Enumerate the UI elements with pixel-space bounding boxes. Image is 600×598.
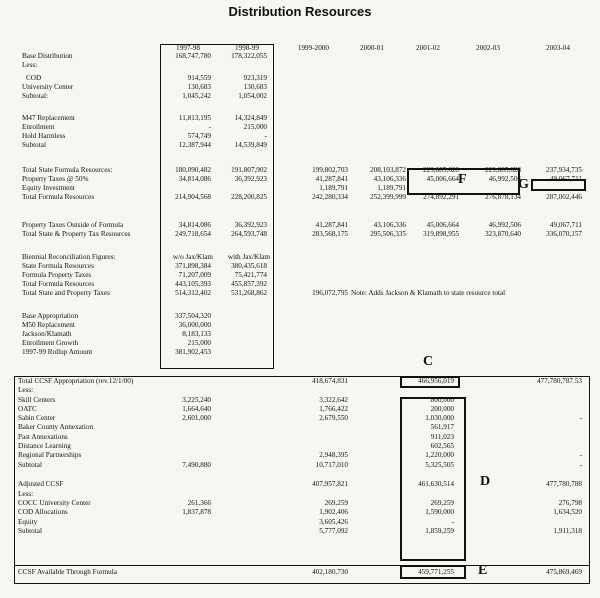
cell-value: 180,090,482 (175, 166, 211, 174)
note-text: Note: Adds Jackson & Klamath to state resource total (351, 289, 506, 297)
cell-value: 407,957,821 (312, 480, 348, 488)
row-label: Past Annexations (18, 433, 68, 441)
row-label: Equity (18, 518, 38, 526)
cell-value: 371,898,384 (175, 262, 211, 270)
cell-value: 269,259 (430, 499, 454, 507)
cell-value: 287,002,446 (546, 193, 582, 201)
row-label: Total State & Property Tax Resources (22, 230, 131, 238)
cell-value: 3,225,240 (182, 396, 211, 404)
cell-value: 41,287,841 (315, 175, 348, 183)
cell-value: 249,718,654 (175, 230, 211, 238)
cell-value: 7,490,880 (182, 461, 211, 469)
row-label: Property Taxes @ 50% (22, 175, 89, 183)
cell-value: - (579, 414, 582, 422)
cell-value: 443,105,393 (175, 280, 211, 288)
cell-value: 252,399,999 (370, 193, 406, 201)
row-label: COD Allocations (18, 508, 68, 516)
cell-value: 1,634,520 (553, 508, 582, 516)
row-label: Property Taxes Outside of Formula (22, 221, 124, 229)
year-header-4: 2001-02 (416, 44, 440, 52)
cell-value: 3,322,642 (319, 396, 348, 404)
row-label: Subtotal (22, 141, 46, 149)
cell-value: 41,287,841 (315, 221, 348, 229)
cell-value: 8,183,133 (182, 330, 211, 338)
cell-value: 45,006,664 (426, 221, 459, 229)
cell-value: 380,435,618 (231, 262, 267, 270)
cell-value: 914,559 (187, 74, 211, 82)
cell-value: 14,324,849 (234, 114, 267, 122)
cell-value: 1,045,242 (182, 92, 211, 100)
cell-value: 237,934,735 (546, 166, 582, 174)
marker-g: G (518, 177, 529, 192)
cell-value: 2,601,000 (182, 414, 211, 422)
cell-value: 336,070,157 (546, 230, 582, 238)
row-label: CCSF Available Through Formula (18, 568, 117, 576)
cell-value: 1,837,878 (182, 508, 211, 516)
row-label: Total CCSF Appropriation (rev.12/1/00) (18, 377, 134, 385)
cell-value: 45,006,664 (426, 175, 459, 183)
cell-value: 1,766,422 (319, 405, 348, 413)
cell-value: 274,892,291 (423, 193, 459, 201)
cell-value: 323,870,640 (485, 230, 521, 238)
cell-value: 36,000,000 (178, 321, 211, 329)
row-label: Subtotal (18, 461, 42, 469)
cell-value: 3,605,426 (319, 518, 348, 526)
cell-value: 475,869,469 (546, 568, 582, 576)
row-label: Base Appropriation (22, 312, 79, 320)
row-label: Sabin Center (18, 414, 56, 422)
row-label: Jackson/Klamath (22, 330, 72, 338)
row-label: Less: (22, 61, 38, 69)
row-label: Equity Investment (22, 184, 75, 192)
cell-value: 130,683 (187, 83, 211, 91)
cell-value: 14,539,849 (234, 141, 267, 149)
cell-value: 34,814,086 (178, 175, 211, 183)
row-label: Total State and Property Taxes (22, 289, 110, 297)
cell-value: 283,568,175 (312, 230, 348, 238)
bottom-table-box (14, 376, 590, 584)
cell-value: 455,857,392 (231, 280, 267, 288)
cell-value: - (451, 518, 454, 526)
row-label: COD (26, 74, 42, 82)
cell-value: 295,506,335 (370, 230, 406, 238)
year-header-3: 2000-01 (360, 44, 384, 52)
marker-d: D (480, 474, 491, 489)
cell-value: 46,992,506 (488, 175, 521, 183)
cell-value: 229,885,628 (485, 166, 521, 174)
cell-value: 1,911,318 (553, 527, 582, 535)
cell-value: 36,392,923 (234, 175, 267, 183)
row-label: Subtotal: (22, 92, 48, 100)
cell-value: 1,859,259 (425, 527, 454, 535)
cell-value: 1,054,002 (238, 92, 267, 100)
cell-value: 911,023 (430, 433, 454, 441)
cell-value: 276,878,134 (485, 193, 521, 201)
cell-value: 2,948,395 (319, 451, 348, 459)
cell-value: 461,630,514 (418, 480, 454, 488)
cell-value: 242,280,334 (312, 193, 348, 201)
cell-value: 11,813,195 (178, 114, 211, 122)
cell-value: 130,683 (243, 83, 267, 91)
cell-value: 337,504,320 (175, 312, 211, 320)
cell-value: with Jax/Klam (227, 253, 270, 261)
row-label: Total Formula Resources (22, 193, 95, 201)
cell-value: 514,312,402 (175, 289, 211, 297)
row-label: Enrollment (22, 123, 55, 131)
cell-value: 200,000 (430, 405, 454, 413)
cell-value: 1,220,000 (425, 451, 454, 459)
row-label: Enrollment Growth (22, 339, 79, 347)
row-label: Adjusted CCSF (18, 480, 64, 488)
marker-e: E (478, 563, 488, 578)
cell-value: 196,072,795 (312, 289, 348, 297)
cell-value: 269,259 (324, 499, 348, 507)
cell-value: 43,106,336 (373, 221, 406, 229)
cell-value: - (579, 451, 582, 459)
cell-value: 1,030,000 (425, 414, 454, 422)
cell-value: 477,780,788 (546, 480, 582, 488)
year-header-1: 1998-99 (235, 44, 259, 52)
year-header-0: 1997-98 (176, 44, 200, 52)
cell-value: 71,207,009 (178, 271, 211, 279)
cell-value: 46,992,506 (488, 221, 521, 229)
cell-value: 1,590,000 (425, 508, 454, 516)
cell-value: - (264, 132, 267, 140)
cell-value: 261,366 (187, 499, 211, 507)
row-label: M50 Replacement (22, 321, 75, 329)
row-label: OATC (18, 405, 37, 413)
cell-value: 214,904,568 (175, 193, 211, 201)
cell-value: 276,798 (558, 499, 582, 507)
page-title: Distribution Resources (228, 4, 372, 19)
row-label: Skill Centers (18, 396, 56, 404)
marker-f: F (458, 172, 467, 187)
year-header-2: 1999-2000 (297, 44, 329, 52)
row-label: Baker County Annexation (18, 423, 94, 431)
row-label: University Center (22, 83, 74, 91)
cell-value: 49,067,711 (549, 175, 582, 183)
row-label: Distance Learning (18, 442, 71, 450)
row-label: Subtotal (18, 527, 42, 535)
cell-value: 602,565 (430, 442, 454, 450)
cell-value: 75,421,774 (234, 271, 267, 279)
cell-value: 466,956,019 (418, 377, 454, 385)
row-label: Total State Formula Resources: (22, 166, 113, 174)
cell-value: 168,747,780 (175, 52, 211, 60)
row-label: Less: (18, 386, 34, 394)
cell-value: 381,902,453 (175, 348, 211, 356)
year-header-5: 2002-03 (476, 44, 500, 52)
cell-value: 208,103,872 (370, 166, 406, 174)
cell-value: 215,000 (243, 123, 267, 131)
cell-value: - (579, 461, 582, 469)
cell-value: 402,180,730 (312, 568, 348, 576)
marker-c: C (423, 354, 434, 369)
row-label: Less: (18, 490, 34, 498)
cell-value: 191,807,902 (231, 166, 267, 174)
row-label: Biennial Reconciliation Figures: (22, 253, 116, 261)
cell-value: 36,392,923 (234, 221, 267, 229)
cell-value: 1,664,640 (182, 405, 211, 413)
row-label: COCC University Center (18, 499, 91, 507)
cell-value: 43,106,336 (373, 175, 406, 183)
cell-value: 49,067,711 (549, 221, 582, 229)
cell-value: 1,189,791 (319, 184, 348, 192)
cell-value: 12,387,944 (178, 141, 211, 149)
row-label: M47 Replacement (22, 114, 75, 122)
cell-value: 418,674,831 (312, 377, 348, 385)
row-label: State Formula Resources (22, 262, 94, 270)
row-label: Base Distribution (22, 52, 73, 60)
row-label: Hold Harmless (22, 132, 66, 140)
row-label: 1997-99 Rollup Amount (22, 348, 93, 356)
cell-value: 561,917 (430, 423, 454, 431)
cell-value: - (208, 123, 211, 131)
cell-value: 229,885,628 (423, 166, 459, 174)
year-header-6: 2003-04 (546, 44, 570, 52)
cell-value: 1,902,406 (319, 508, 348, 516)
cell-value: w/o Jax/Klam (172, 253, 213, 261)
cell-value: 923,319 (243, 74, 267, 82)
row-label: Formula Property Taxes (22, 271, 92, 279)
cell-value: 34,814,086 (178, 221, 211, 229)
cell-value: 1,189,791 (377, 184, 406, 192)
cell-value: 5,777,092 (319, 527, 348, 535)
cell-value: 178,322,055 (231, 52, 267, 60)
row-label: Total Formula Resources (22, 280, 95, 288)
cell-value: 2,679,550 (319, 414, 348, 422)
cell-value: 477,780,787.53 (537, 377, 582, 385)
cell-value: 264,593,748 (231, 230, 267, 238)
cell-value: 531,268,862 (231, 289, 267, 297)
row-label: Regional Partnerships (18, 451, 82, 459)
cell-value: 800,000 (430, 396, 454, 404)
cell-value: 319,898,955 (423, 230, 459, 238)
cell-value: 5,325,505 (425, 461, 454, 469)
cell-value: 10,717,010 (315, 461, 348, 469)
cell-value: 574,749 (187, 132, 211, 140)
cell-value: 199,802,703 (312, 166, 348, 174)
cell-value: 215,000 (187, 339, 211, 347)
cell-value: 459,771,255 (418, 568, 454, 576)
bottom-table-divider (14, 565, 590, 566)
cell-value: 228,200,825 (231, 193, 267, 201)
